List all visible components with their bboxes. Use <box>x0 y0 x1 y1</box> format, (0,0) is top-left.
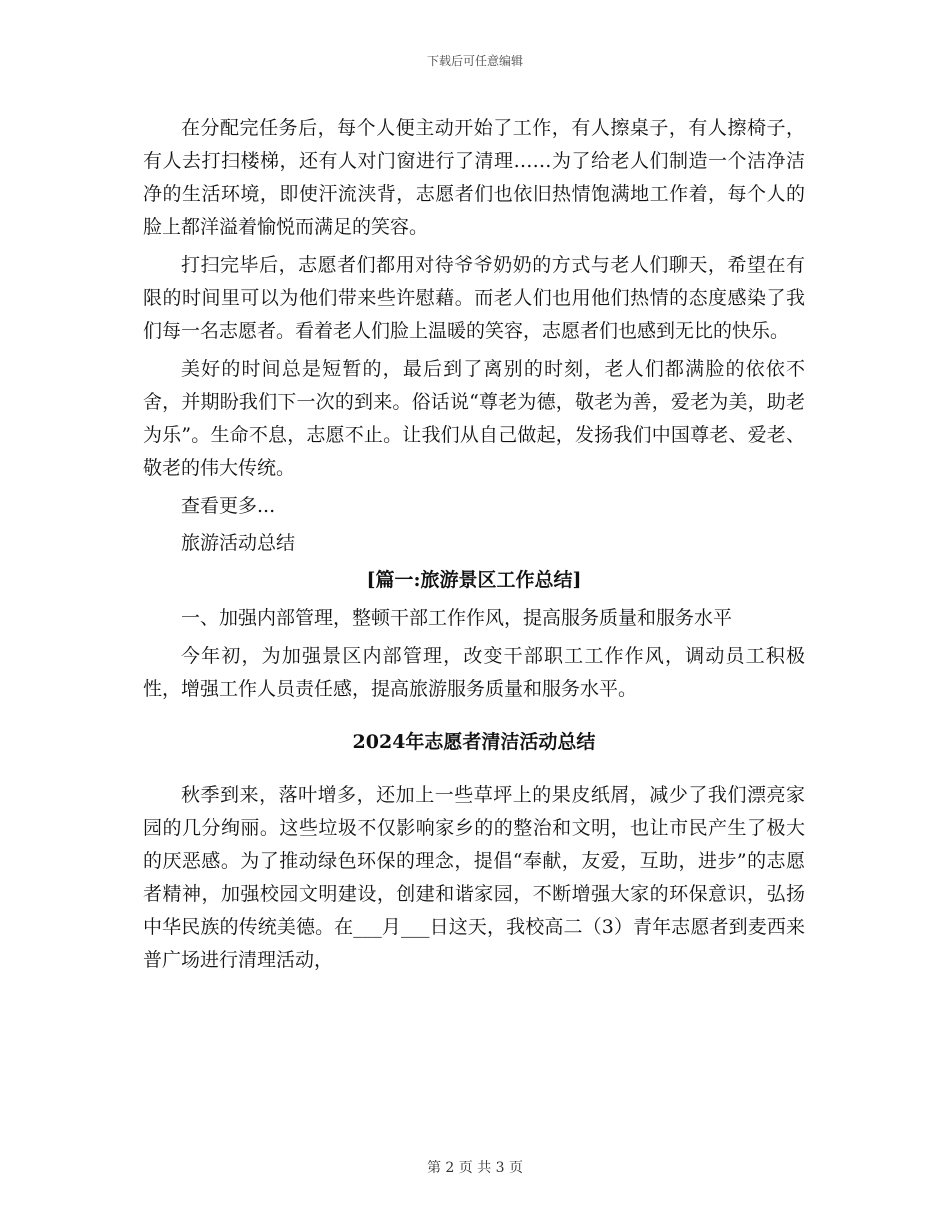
page-header: 下载后可任意编辑 <box>426 54 523 68</box>
main-paragraph: 秋季到来，落叶增多，还加上一些草坪上的果皮纸屑，减少了我们漂亮家园的几分绚丽。这些垃圾不仅影响家乡的的整治和文明，也让市民产生了极大的厌恶感。为了推动绿色环保的理念，提倡“奉献，友爱，互助，进步”的志愿者精神，加强校园文明建设，创建和谐家园，不断增强大家的环保意识，弘扬中华民族的传统美德。在___月___日这天，我校高二（3）青年志愿者到麦西来普广场进行清理活动， <box>143 784 805 971</box>
sub-title: [篇一:旅游景区工作总结] <box>366 569 582 591</box>
paragraph: 美好的时间总是短暂的，最后到了离别的时刻，老人们都满脸的依依不舍，并期盼我们下一次的到来。俗话说“尊老为德，敬老为善，爱老为美，助老为乐”。生命不息，志愿不止。让我们从自己做起，发扬我们中国尊老、爱老、敬老的伟大传统。 <box>143 358 805 479</box>
more-link[interactable]: 查看更多... <box>181 495 276 517</box>
section-label: 旅游活动总结 <box>181 532 296 554</box>
paragraph: 在分配完任务后，每个人便主动开始了工作，有人擦桌子，有人擦椅子，有人去打扫楼梯，还有人对门窗进行了清理……为了给老人们制造一个洁净洁净的生活环境，即使汗流浃背，志愿者们也依旧热情饱满地工作着，每个人的脸上都洋溢着愉悦而满足的笑容。 <box>143 117 805 238</box>
paragraph: 打扫完毕后，志愿者们都用对待爷爷奶奶的方式与老人们聊天，希望在有限的时间里可以为他们带来些许慰藉。而老人们也用他们热情的态度感染了我们每一名志愿者。看着老人们脸上温暖的笑容，志愿者们也感到无比的快乐。 <box>143 254 805 342</box>
main-title: 2024年志愿者清洁活动总结 <box>352 731 596 753</box>
sub-paragraph: 今年初，为加强景区内部管理，改变干部职工工作作风，调动员工积极性，增强工作人员责任感，提高旅游服务质量和服务水平。 <box>143 645 805 700</box>
page-footer: 第 2 页 共 3 页 <box>426 1160 524 1176</box>
document-body <box>143 112 805 982</box>
sub-paragraph: 一、加强内部管理，整顿干部工作作风，提高服务质量和服务水平 <box>181 607 733 629</box>
